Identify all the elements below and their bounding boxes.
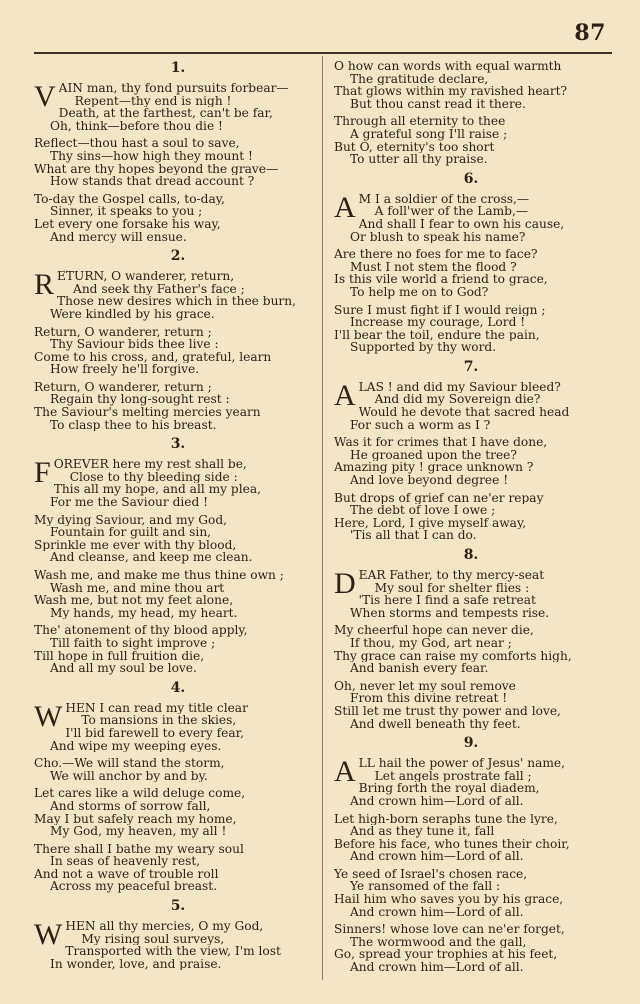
verse-line: In seas of heavenly rest, [50, 855, 201, 868]
verse-line: I'll bear the toil, endure the pain, [334, 328, 540, 342]
verse-line: Sprinkle me ever with thy blood, [34, 538, 237, 552]
verse-line: To mansions in the skies, [81, 714, 237, 727]
verse-line: To help me on to God? [350, 285, 489, 299]
stanza [334, 60, 608, 110]
hymn-number: 4. [170, 679, 186, 696]
hymn [34, 248, 322, 431]
drop-cap: D [334, 567, 356, 600]
hymn-number: 6. [463, 170, 479, 187]
stanza [34, 787, 322, 837]
stanza [34, 514, 322, 564]
verse-line: Must I not stem the flood ? [350, 260, 517, 274]
verse-line: And dwell beneath thy feet. [350, 717, 521, 731]
drop-cap: R [34, 268, 55, 302]
verse-line: Return, O wanderer, return ; [34, 380, 212, 394]
verse-line: Regain thy long-sought rest : [50, 393, 230, 407]
verse-line: This all my hope, and all my plea, [53, 483, 261, 497]
verse-line: And wipe my weeping eyes. [50, 739, 222, 753]
verse-line: Are there no foes for me to face? [334, 248, 538, 261]
stanza [334, 492, 608, 542]
verse-line: LL hail the power of Jesus' name, [358, 757, 565, 770]
verse-line: And storms of sorrow fall, [50, 799, 211, 813]
stanza [334, 624, 608, 674]
right-column [334, 60, 608, 979]
verse-line: And all my soul be love. [50, 662, 197, 675]
hymn-number: 8. [463, 547, 479, 563]
hymn-number: 2. [170, 248, 186, 265]
hymn [334, 171, 608, 354]
hymn [34, 60, 322, 243]
verse-line: Let angels prostrate fall ; [374, 769, 532, 783]
verse-line: The debt of love I owe ; [350, 504, 496, 517]
hymn-number: 1. [170, 60, 186, 76]
stanza [34, 624, 322, 674]
verse-line: Hail him who saves you by his grace, [334, 893, 564, 906]
verse-line: He groaned upon the tree? [350, 448, 517, 462]
hymn-number: 5. [170, 898, 186, 915]
verse-line: May I but safely reach my home, [34, 812, 237, 826]
verse-line: EAR Father, to thy mercy-seat [358, 569, 545, 582]
verse-line: The wormwood and the gall, [350, 935, 527, 949]
verse-line: There shall I bathe my weary soul [34, 842, 244, 856]
drop-cap: W [34, 699, 63, 733]
verse-line: Is this vile world a friend to grace, [334, 273, 548, 286]
verse-line: How freely he'll forgive. [50, 363, 200, 376]
verse-line: Repent—thy end is nigh ! [74, 94, 232, 108]
verse-line: Sinners! whose love can ne'er forget, [334, 923, 565, 936]
stanza [34, 137, 322, 187]
verse-line: From this divine retreat ! [350, 692, 508, 705]
verse-line: Cho.—We will stand the storm, [34, 757, 225, 770]
stanza [34, 843, 322, 893]
verse-line: Let high-born seraphs tune the lyre, [334, 812, 558, 826]
verse-line: And banish every fear. [350, 662, 489, 675]
verse-line: Here, Lord, I give myself away, [334, 516, 527, 530]
verse-line: The gratitude declare, [350, 72, 489, 86]
stanza [334, 757, 608, 807]
verse-line: Were kindled by his grace. [50, 307, 215, 321]
stanza [34, 326, 322, 376]
verse-line: Or blush to speak his name? [350, 230, 526, 244]
verse-line: 'Tis all that I can do. [350, 529, 477, 542]
verse-line: To utter all thy praise. [350, 153, 488, 166]
verse-line: Oh, think—before thou die ! [50, 119, 223, 133]
hymn [34, 680, 322, 893]
stanza [34, 757, 322, 782]
verse-line: Till hope in full fruition die, [34, 649, 205, 663]
stanza [334, 868, 608, 918]
verse-line: And crown him—Lord of all. [350, 961, 524, 974]
stanza [334, 248, 608, 298]
verse-line: We will anchor by and by. [50, 769, 208, 783]
hymn [334, 547, 608, 730]
verse-line: My hands, my head, my heart. [50, 606, 238, 620]
verse-line: To-day the Gospel calls, to-day, [34, 192, 225, 206]
hymn [34, 436, 322, 675]
verse-line: Was it for crimes that I have done, [334, 436, 548, 449]
verse-line: Across my peaceful breast. [50, 880, 218, 894]
stanza [34, 920, 322, 970]
verse-line: What are thy hopes beyond the grave— [34, 162, 279, 176]
verse-line: Increase my courage, Lord ! [350, 316, 526, 329]
verse-line: Reflect—thou hast a soul to save, [34, 137, 240, 150]
verse-line: Still let me trust thy power and love, [334, 704, 561, 718]
verse-line: HEN all thy mercies, O my God, [65, 920, 264, 933]
drop-cap: A [334, 378, 356, 412]
verse-line: Ye seed of Israel's chosen race, [334, 867, 528, 881]
verse-line: For such a worm as I ? [350, 418, 491, 432]
verse-line: HEN I can read my title clear [65, 701, 248, 715]
verse-line: Thy Saviour bids thee live : [50, 338, 219, 351]
verse-line: And crown him—Lord of all. [350, 850, 524, 863]
verse-line: How stands that dread account ? [50, 175, 255, 188]
stanza [34, 270, 322, 320]
verse-line: Thy sins—how high they mount ! [50, 149, 253, 163]
hymn-number: 9. [463, 735, 479, 752]
verse-line: Come to his cross, and, grateful, learn [34, 350, 272, 364]
verse-line: And cleanse, and keep me clean. [50, 551, 253, 564]
verse-line: That glows within my ravished heart? [334, 85, 568, 98]
stanza [334, 190, 608, 244]
verse-line: And as they tune it, fall [350, 825, 495, 838]
verse-line: Wash me, and make me thus thine own ; [34, 569, 284, 582]
verse-line: If thou, my God, art near ; [350, 636, 512, 650]
verse-line: And shall I fear to own his cause, [358, 217, 565, 231]
stanza [34, 193, 322, 243]
left-column [34, 60, 322, 975]
drop-cap: A [334, 755, 356, 789]
verse-line: Wash me, but not my feet alone, [34, 594, 234, 607]
verse-line: My God, my heaven, my all ! [50, 825, 227, 838]
verse-line: Death, at the farthest, can't be far, [58, 107, 273, 120]
hymn [334, 60, 608, 166]
stanza [34, 569, 322, 619]
hymn-number: 7. [463, 358, 479, 375]
verse-line: Before his face, who tunes their choir, [334, 837, 570, 851]
verse-line: AIN man, thy fond pursuits forbear— [58, 82, 289, 95]
verse-line: Thy grace can raise my comforts high, [334, 649, 572, 663]
verse-line: Fountain for guilt and sin, [50, 526, 212, 539]
verse-line: Sure I must fight if I would reign ; [334, 303, 546, 317]
verse-line: And did my Sovereign die? [374, 393, 541, 407]
verse-line: LAS ! and did my Saviour bleed? [358, 380, 561, 394]
verse-line: And mercy will ensue. [50, 230, 187, 244]
stanza [34, 381, 322, 431]
hymn [334, 735, 608, 974]
hymn [34, 898, 322, 970]
verse-line: Go, spread your trophies at his feet, [334, 948, 558, 962]
verse-line: Would he devote that sacred head [358, 406, 570, 419]
stanza [334, 813, 608, 863]
verse-line: Let cares like a wild deluge come, [34, 787, 246, 800]
verse-line: And crown him—Lord of all. [350, 905, 524, 919]
verse-line: M I a soldier of the cross,— [358, 192, 530, 206]
stanza [334, 923, 608, 973]
verse-line: Supported by thy word. [350, 341, 497, 354]
verse-line: Bring forth the royal diadem, [358, 782, 540, 795]
verse-line: But drops of grief can ne'er repay [334, 491, 544, 505]
verse-line: And crown him—Lord of all. [350, 794, 524, 808]
verse-line: OREVER here my rest shall be, [53, 458, 247, 471]
verse-line: Amazing pity ! grace unknown ? [334, 461, 534, 475]
hymn-number: 3. [170, 436, 186, 453]
verse-line: Till faith to sight improve ; [50, 636, 216, 650]
stanza [34, 82, 322, 132]
drop-cap: W [34, 918, 63, 952]
verse-line: Transported with the view, I'm lost [65, 945, 281, 958]
stanza [334, 378, 608, 432]
verse-line: When storms and tempests rise. [350, 606, 550, 620]
verse-line: Oh, never let my soul remove [334, 679, 516, 693]
verse-line: My soul for shelter flies : [374, 581, 530, 595]
verse-line: Return, O wanderer, return ; [34, 325, 212, 339]
stanza [34, 458, 322, 508]
stanza [334, 115, 608, 165]
verse-line: But O, eternity's too short [334, 140, 495, 154]
verse-line: The Saviour's melting mercies yearn [34, 406, 261, 419]
verse-line: Through all eternity to thee [334, 115, 506, 128]
drop-cap: V [34, 80, 56, 113]
stanza [334, 680, 608, 730]
drop-cap: F [34, 456, 51, 490]
verse-line: And love beyond degree ! [350, 474, 509, 487]
verse-line: In wonder, love, and praise. [50, 957, 222, 971]
verse-line: ETURN, O wanderer, return, [57, 270, 235, 283]
stanza [334, 569, 608, 619]
stanza [334, 436, 608, 486]
verse-line: Ye ransomed of the fall : [350, 880, 501, 894]
verse-line: A foll'wer of the Lamb,— [374, 205, 529, 218]
stanza [34, 699, 322, 753]
page-number: 87 [574, 20, 606, 46]
verse-line: For me the Saviour died ! [50, 496, 209, 509]
verse-line: And not a wave of trouble roll [34, 867, 219, 881]
stanza [334, 304, 608, 354]
verse-line: My cheerful hope can never die, [334, 624, 534, 637]
column-divider [322, 56, 323, 980]
verse-line: Wash me, and mine thou art [50, 581, 225, 595]
verse-line: But thou canst read it there. [350, 97, 526, 111]
verse-line: Sinner, it speaks to you ; [50, 205, 203, 218]
verse-line: To clasp thee to his breast. [50, 418, 217, 432]
verse-line: My dying Saviour, and my God, [34, 513, 228, 527]
drop-cap: A [334, 190, 356, 224]
verse-line: My rising soul surveys, [81, 932, 225, 946]
verse-line: I'll bid farewell to every fear, [65, 726, 245, 740]
verse-line: A grateful song I'll raise ; [350, 127, 508, 141]
verse-line: And seek thy Father's face ; [73, 282, 245, 296]
verse-line: Those new desires which in thee burn, [57, 295, 296, 308]
header-rule [34, 52, 612, 54]
verse-line: Close to thy bleeding side : [69, 470, 238, 484]
verse-line: The' atonement of thy blood apply, [34, 624, 248, 637]
hymn [334, 359, 608, 542]
verse-line: O how can words with equal warmth [334, 60, 562, 73]
verse-line: 'Tis here I find a safe retreat [358, 594, 536, 607]
verse-line: Let every one forsake his way, [34, 217, 221, 231]
